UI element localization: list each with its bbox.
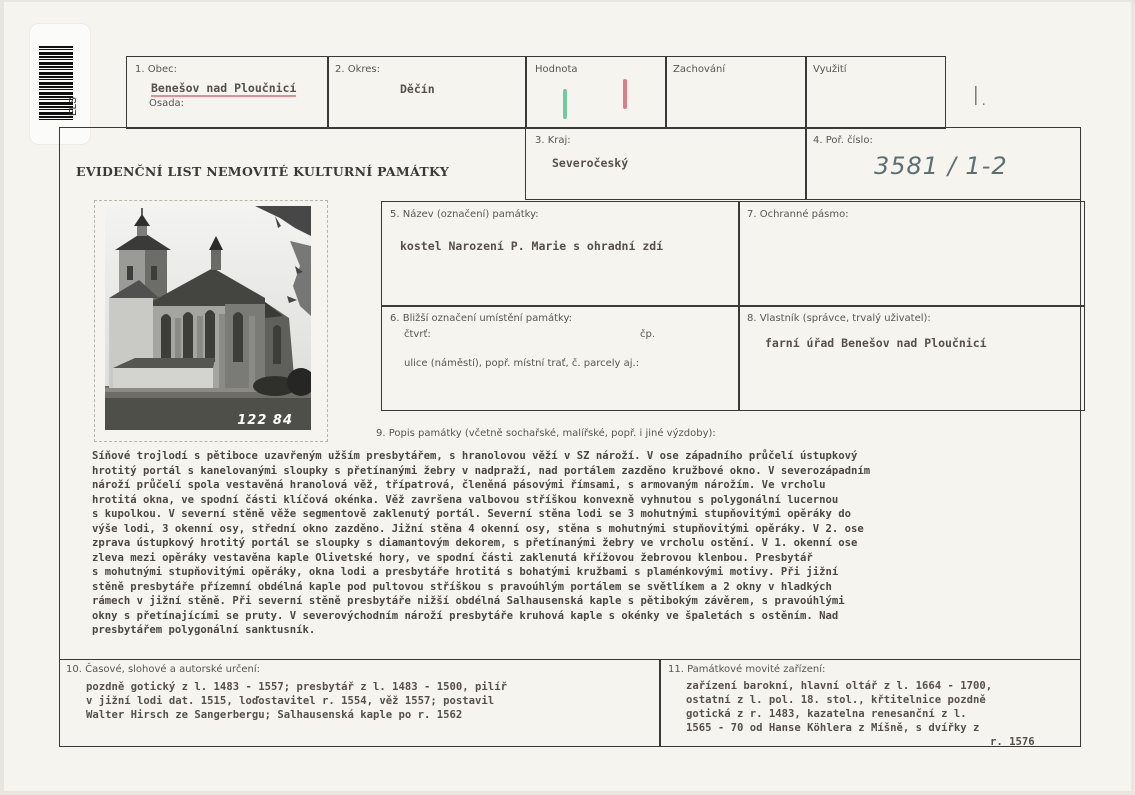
- okres-label: 2. Okres:: [335, 64, 381, 75]
- popis-label: 9. Popis památky (včetně sochařské, malířské, popř. i jiné výzdoby):: [376, 428, 716, 439]
- umisteni-box: [381, 305, 740, 411]
- zarizeni-text: [686, 679, 1035, 749]
- record-card: [4, 2, 1131, 791]
- popis-text: [92, 449, 1067, 638]
- popis-line: zprava ústupkový hrotitý portál se sloupky s diamantovým dekorem, s přetínanými žebry ve vrcholu ostění. V 1. okenní ose: [92, 537, 858, 549]
- page-title: EVIDENČNÍ LIST NEMOVITÉ KULTURNÍ PAMÁTKY: [76, 164, 450, 179]
- obec-value: Benešov nad Ploučnicí: [151, 81, 297, 95]
- umisteni-label: 6. Bližší označení umístění památky:: [390, 313, 573, 324]
- church-photo: [105, 206, 311, 430]
- hodnota-mark-red: [623, 79, 627, 113]
- zarizeni-line: r. 1576: [990, 736, 1035, 748]
- por-cislo-value: 3581 / 1-2: [874, 152, 1008, 180]
- por-cislo-label: 4. Poř. číslo:: [813, 135, 873, 146]
- vlastnik-label: 8. Vlastník (správce, trvalý uživatel):: [747, 313, 931, 324]
- zarizeni-box: [659, 659, 1081, 747]
- vyuziti-box: [805, 56, 946, 129]
- kraj-label: 3. Kraj:: [535, 135, 571, 146]
- church-photo-image: [105, 206, 311, 430]
- vlastnik-value: farní úřad Benešov nad Ploučnicí: [765, 336, 987, 350]
- ctvrt-label: čtvrť:: [404, 329, 431, 340]
- zarizeni-line: 1565 - 70 od Hanse Köhlera z Míšně, s dvířky z: [686, 722, 980, 734]
- obec-label: 1. Obec:: [135, 64, 177, 75]
- okres-box: [327, 56, 527, 129]
- kraj-box: [525, 127, 807, 200]
- photo-number: 122 84: [237, 413, 293, 428]
- popis-line: s kupolkou. V severní stěně věže segmentově zaklenutý portál. Severní stěna lodi se 3 mohutnými stupňovitými opěráky do: [92, 508, 851, 520]
- okres-value: Děčín: [400, 82, 435, 96]
- casove-line: pozdně gotický z l. 1483 - 1557; presbytář z l. 1483 - 1500, pilíř: [86, 681, 507, 693]
- vlastnik-box: [738, 305, 1085, 411]
- hodnota-box: [525, 56, 667, 129]
- popis-line: zleva mezi opěráky vestavěna kaple Olivetské hory, ve spodní části zaklenutá křížovou žebrovou klenbou. Presbytář: [92, 551, 813, 564]
- barcode-sticker: [30, 24, 90, 144]
- popis-line: stěně presbytáře přízemní obdélná kaple pod pultovou stříškou s pravoúhlým portálem se světlíkem a 2 okny v hladkých: [92, 580, 832, 593]
- cp-label: čp.: [640, 329, 656, 340]
- por-cislo-box: [805, 127, 1081, 200]
- popis-line: rámech v jižní stěně. Při severní stěně presbytáře nižší obdélná Salhausenská kaple s pětibokým závěrem, s pravoúhlými: [92, 595, 845, 607]
- zachovani-box: [665, 56, 807, 129]
- vyuziti-label: Využití: [813, 64, 847, 75]
- osada-label: Osada:: [149, 98, 185, 109]
- popis-line: nároží průčelí spola vestavěná hranolová věž, třípatrová, členěná pásovými římsami, s armovaným nárožím. Ve vrcholu: [92, 479, 826, 491]
- casove-text: [86, 680, 507, 722]
- casove-line: Walter Hirsch ze Sangerbergu; Salhausenská kaple po r. 1562: [86, 709, 463, 721]
- barcode-code: ELS: [68, 97, 79, 116]
- popis-line: Síňové trojlodí s pětiboce uzavřeným užším presbytářem, s hranolovou věží v SZ nároží. V ose západního průčelí ústupkový: [92, 450, 858, 462]
- obec-box: [126, 56, 329, 129]
- ulice-label: ulice (náměstí), popř. místní trať, č. parcely aj.:: [404, 358, 640, 369]
- hodnota-label: Hodnota: [535, 64, 578, 75]
- popis-line: hrotitý portál s kanelovanými sloupky s přetínanými žebry v nadpraží, nad portálem zazděno kružbové okno. V severozápadním: [92, 464, 871, 477]
- zachovani-label: Zachování: [673, 64, 726, 75]
- ochranne-label: 7. Ochranné pásmo:: [747, 209, 849, 220]
- nazev-box: [381, 201, 740, 307]
- popis-line: s mohutnými stupňovitými opěráky, okna lodi a presbytáře hrotitá s bohatými kružbami s plaménkovými motivy. Při jižní: [92, 566, 839, 578]
- kraj-value: Severočeský: [552, 156, 629, 170]
- zarizeni-line: zařízení barokní, hlavní oltář z l. 1664 - 1700,: [686, 680, 993, 692]
- zarizeni-line: ostatní z l. pol. 18. stol., křtitelnice pozdně: [686, 694, 986, 706]
- popis-line: výše lodi, 3 okenní osy, střední okno zazděno. Jižní stěna 4 okenní osy, stěna s mohutnými stupňovitými opěráky. V 2. ose: [92, 522, 864, 535]
- zarizeni-line: gotická z r. 1483, kazatelna renesanční z l.: [686, 708, 967, 720]
- casove-label: 10. Časové, slohové a autorské určení:: [66, 664, 261, 675]
- nazev-value: kostel Narození P. Marie s ohradní zdí: [400, 239, 664, 253]
- nazev-label: 5. Název (označení) památky:: [390, 209, 539, 220]
- hodnota-mark-green: [563, 89, 567, 123]
- casove-box: [59, 659, 661, 747]
- popis-line: presbytářem polygonální sanktusník.: [92, 624, 316, 636]
- casove-line: v jižní lodi dat. 1515, loďostavitel r. 1554, věž 1557; postavil: [86, 695, 495, 707]
- popis-line: hrotitá okna, ve spodní části klíčová okénka. Věž završena valbovou stříškou konvexně vyhnutou s polygonální lucernou: [92, 493, 839, 506]
- zarizeni-label: 11. Památkové movité zařízení:: [668, 664, 826, 675]
- ochranne-box: [738, 201, 1085, 307]
- vyuziti-mark: I.: [972, 82, 988, 112]
- popis-line: okny s přetínajícími se pruty. V severovýchodním nároží presbytáře kruhová kaple s okénky ve špaletách s ostěním. Nad: [92, 609, 839, 622]
- photo-frame: [94, 200, 328, 442]
